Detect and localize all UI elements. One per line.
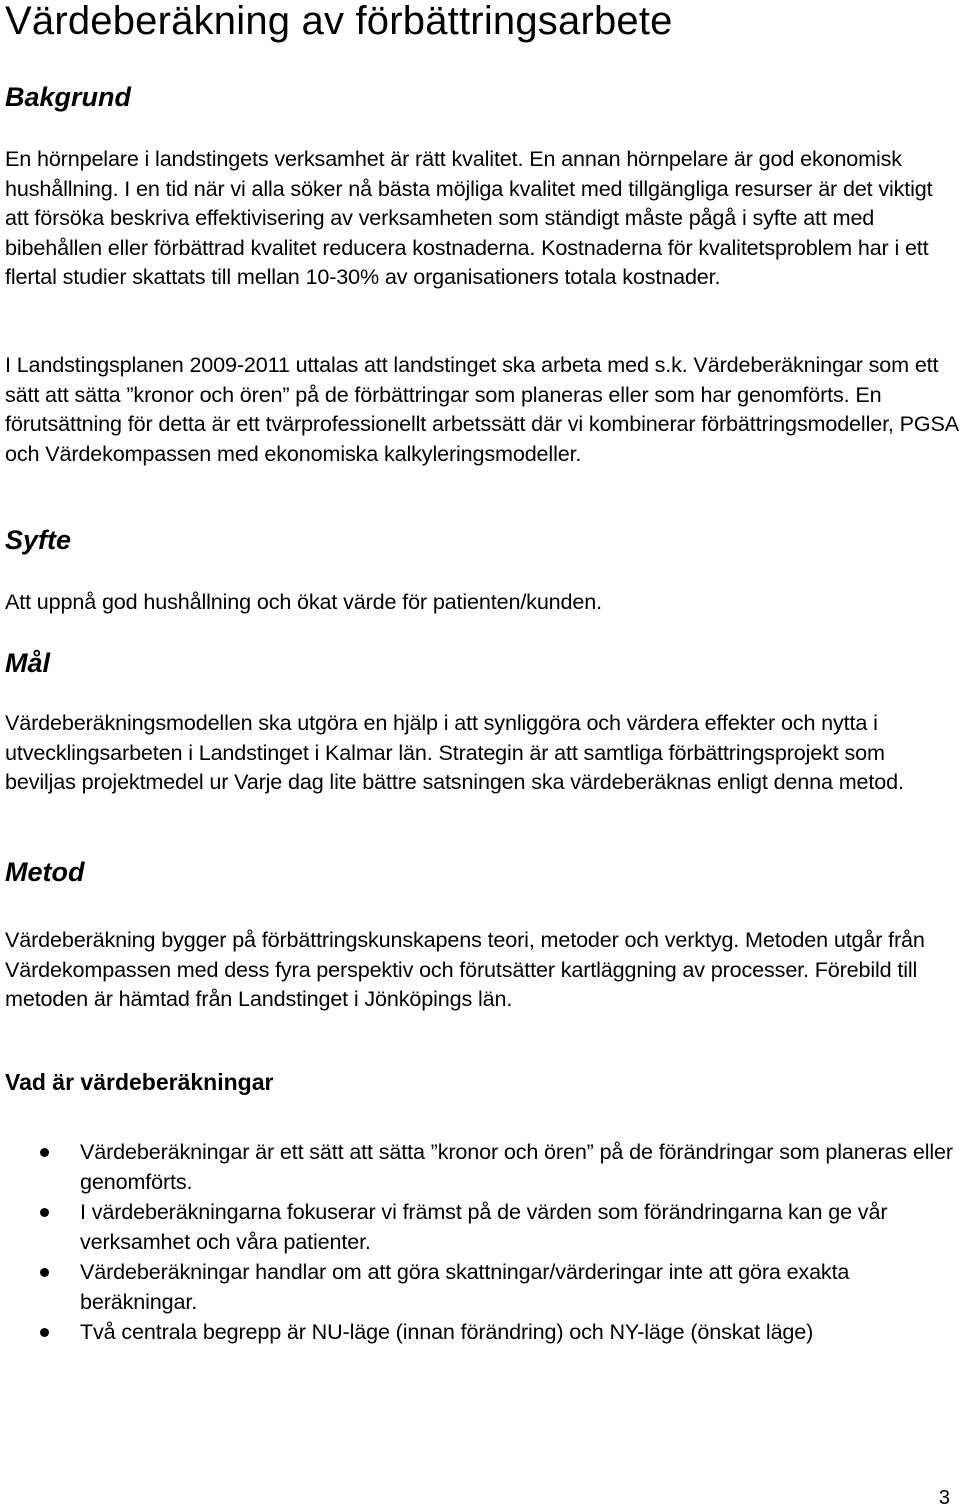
list-item (5, 1197, 960, 1257)
list-item-text: Värdeberäkningar är ett sätt att sätta ”kronor och ören” på de förändringar som planeras eller genomförts. (80, 1139, 953, 1194)
bullet-icon (40, 1328, 49, 1337)
paragraph-metod: Värdeberäkning bygger på förbättringskunskapens teori, metoder och verktyg. Metoden utgår från Värdekompassen med dess fyra perspektiv och förutsätter kartläggning av processer. Förebild till metoden är hämtad från Landstinget i Jönköpings län. (5, 927, 925, 1011)
heading-syfte: Syfte (5, 525, 72, 555)
page-number: 3 (938, 1487, 950, 1509)
paragraph-bakgrund-2: I Landstingsplanen 2009-2011 uttalas att landstinget ska arbeta med s.k. Värdeberäkningar som ett sätt att sätta ”kronor och ören” på de förbättringar som planeras eller som har genomförts. En förutsättning för detta är ett tvärprofessionellt arbetssätt där vi kombinerar förbättringsmodeller, PGSA och Värdekompassen med ekonomiska kalkyleringsmodeller. (5, 352, 958, 466)
heading-metod: Metod (5, 857, 85, 887)
bullet-icon (40, 1268, 49, 1277)
list-item (5, 1257, 960, 1317)
page-title: Värdeberäkning av förbättringsarbete (5, 0, 673, 43)
paragraph-mal: Värdeberäkningsmodellen ska utgöra en hjälp i att synliggöra och värdera effekter och nytta i utvecklingsarbeten i Landstinget i Kalmar län. Strategin är att samtliga förbättringsprojekt som beviljas projektmedel ur Varje dag lite bättre satsningen ska värdeberäknas enligt denna metod. (5, 710, 904, 794)
heading-bakgrund: Bakgrund (5, 82, 132, 112)
heading-vad-ar-vardeberakningar: Vad är värdeberäkningar (5, 1069, 274, 1095)
bullet-icon (40, 1208, 49, 1217)
heading-mal: Mål (5, 648, 51, 678)
list-item (5, 1137, 960, 1197)
bullet-icon (40, 1148, 49, 1157)
list-item-text: Två centrala begrepp är NU-läge (innan förändring) och NY-läge (önskat läge) (80, 1319, 814, 1344)
paragraph-syfte: Att uppnå god hushållning och ökat värde för patienten/kunden. (5, 589, 602, 614)
list-item-text: I värdeberäkningarna fokuserar vi främst på de värden som förändringarna kan ge vår verksamhet och våra patienter. (80, 1199, 888, 1254)
list-item-text: Värdeberäkningar handlar om att göra skattningar/värderingar inte att göra exakta beräkningar. (80, 1259, 850, 1314)
list-item (5, 1317, 960, 1347)
bullet-list (5, 1137, 960, 1347)
paragraph-bakgrund-1: En hörnpelare i landstingets verksamhet är rätt kvalitet. En annan hörnpelare är god ekonomisk hushållning. I en tid när vi alla söker nå bästa möjliga kvalitet med tillgängliga resurser är det viktigt att försöka beskriva effektivisering av verksamheten som ständigt måste pågå i syfte att med bibehållen eller förbättrad kvalitet reducera kostnaderna. Kostnaderna för kvalitetsproblem har i ett flertal studier skattats till mellan 10-30% av organisationers totala kostnader. (5, 146, 933, 289)
